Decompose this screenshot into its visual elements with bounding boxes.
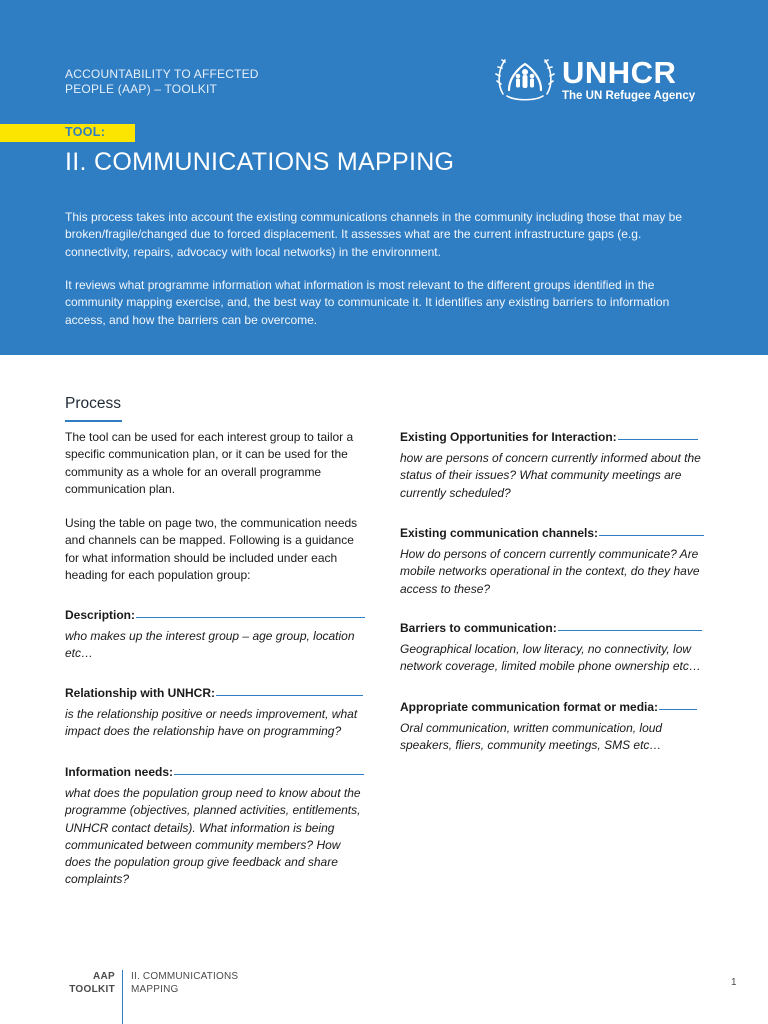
- heading-rule: [618, 439, 698, 440]
- heading-rule: [599, 535, 704, 536]
- guidance-text: what does the population group need to know about the programme (objectives, planned activities, entitlements, UNHCR contact details). What information is being communicated between community members? How does the population group give feedback and share complaints?: [65, 786, 361, 887]
- guidance-heading: Description:: [65, 608, 367, 623]
- footer-section-line-2: MAPPING: [131, 983, 179, 995]
- guidance-item-channels: [400, 526, 702, 598]
- guidance-text: Geographical location, low literacy, no connectivity, low network coverage, limited mobile phone ownership etc…: [400, 642, 701, 674]
- process-paragraph-1: The tool can be used for each interest group to tailor a specific communication plan, or it can be used for the community as a whole for an overall programme communication plan.: [65, 430, 354, 496]
- guidance-heading: Information needs:: [65, 765, 369, 780]
- page-number: 1: [731, 977, 737, 988]
- guidance-item-opportunities: [400, 430, 702, 502]
- process-heading: Process: [65, 395, 121, 412]
- heading-rule: [216, 695, 363, 696]
- footer-label-line-2: TOOLKIT: [69, 983, 115, 995]
- header-band: [0, 0, 768, 355]
- guidance-heading: Existing communication channels:: [400, 526, 702, 541]
- guidance-heading: Appropriate communication format or media:: [400, 700, 702, 715]
- process-underline: [65, 420, 122, 422]
- guidance-heading: Relationship with UNHCR:: [65, 686, 367, 701]
- heading-rule: [174, 774, 364, 775]
- kicker-line-2: PEOPLE (AAP) – TOOLKIT: [65, 81, 218, 96]
- intro-paragraph-1: This process takes into account the existing communications channels in the community including those that may be broken/fragile/changed due to forced displacement. It assesses what are the current infrastructure gaps (e.g. connectivity, repairs, advocacy with local networks) in the environment.: [65, 210, 682, 259]
- tool-tag-label: TOOL:: [65, 125, 106, 139]
- heading-rule: [558, 630, 702, 631]
- toolkit-kicker: [65, 67, 259, 96]
- guidance-heading: Existing Opportunities for Interaction:: [400, 430, 702, 445]
- heading-rule: [136, 617, 365, 618]
- footer-toolkit-label: [58, 971, 115, 996]
- guidance-text: How do persons of concern currently communicate? Are mobile networks operational in the context, do they have access to these?: [400, 547, 700, 596]
- guidance-item-description: [65, 608, 367, 663]
- guidance-item-barriers: [400, 621, 702, 676]
- guidance-text: is the relationship positive or needs improvement, what impact does the relationship have on programming?: [65, 707, 358, 739]
- logo-wordmark: UNHCR: [562, 55, 677, 90]
- process-paragraph-2: Using the table on page two, the communication needs and channels can be mapped. Following is a guidance for what information should be included under each heading for each population group:: [65, 516, 358, 582]
- guidance-text: who makes up the interest group – age group, location etc…: [65, 629, 355, 661]
- footer-divider: [122, 970, 123, 1024]
- footer-label-line-1: AAP: [92, 971, 115, 982]
- kicker-line-1: ACCOUNTABILITY TO AFFECTED: [65, 67, 259, 81]
- footer-section-title: [131, 971, 238, 996]
- intro-paragraph-2: It reviews what programme information what information is most relevant to the different groups identified in the community mapping exercise, and, the best way to communicate it. It identifies any existing barriers to information access, and how the barriers can be overcome.: [65, 278, 670, 327]
- heading-rule: [659, 709, 697, 710]
- unhcr-emblem-icon: [495, 54, 555, 104]
- page-title: II. COMMUNICATIONS MAPPING: [65, 148, 455, 176]
- guidance-heading: Barriers to communication:: [400, 621, 702, 636]
- unhcr-logo: [495, 54, 710, 106]
- tool-tag: [0, 124, 135, 142]
- guidance-item-relationship: [65, 686, 367, 741]
- guidance-text: how are persons of concern currently informed about the status of their issues? What community meetings are currently scheduled?: [400, 451, 701, 500]
- logo-tagline: The UN Refugee Agency: [562, 90, 696, 102]
- guidance-item-information-needs: [65, 765, 369, 889]
- guidance-item-format: [400, 700, 702, 755]
- footer-section-line-1: II. COMMUNICATIONS: [131, 971, 239, 982]
- guidance-text: Oral communication, written communication, loud speakers, fliers, community meetings, SMS etc…: [400, 721, 663, 753]
